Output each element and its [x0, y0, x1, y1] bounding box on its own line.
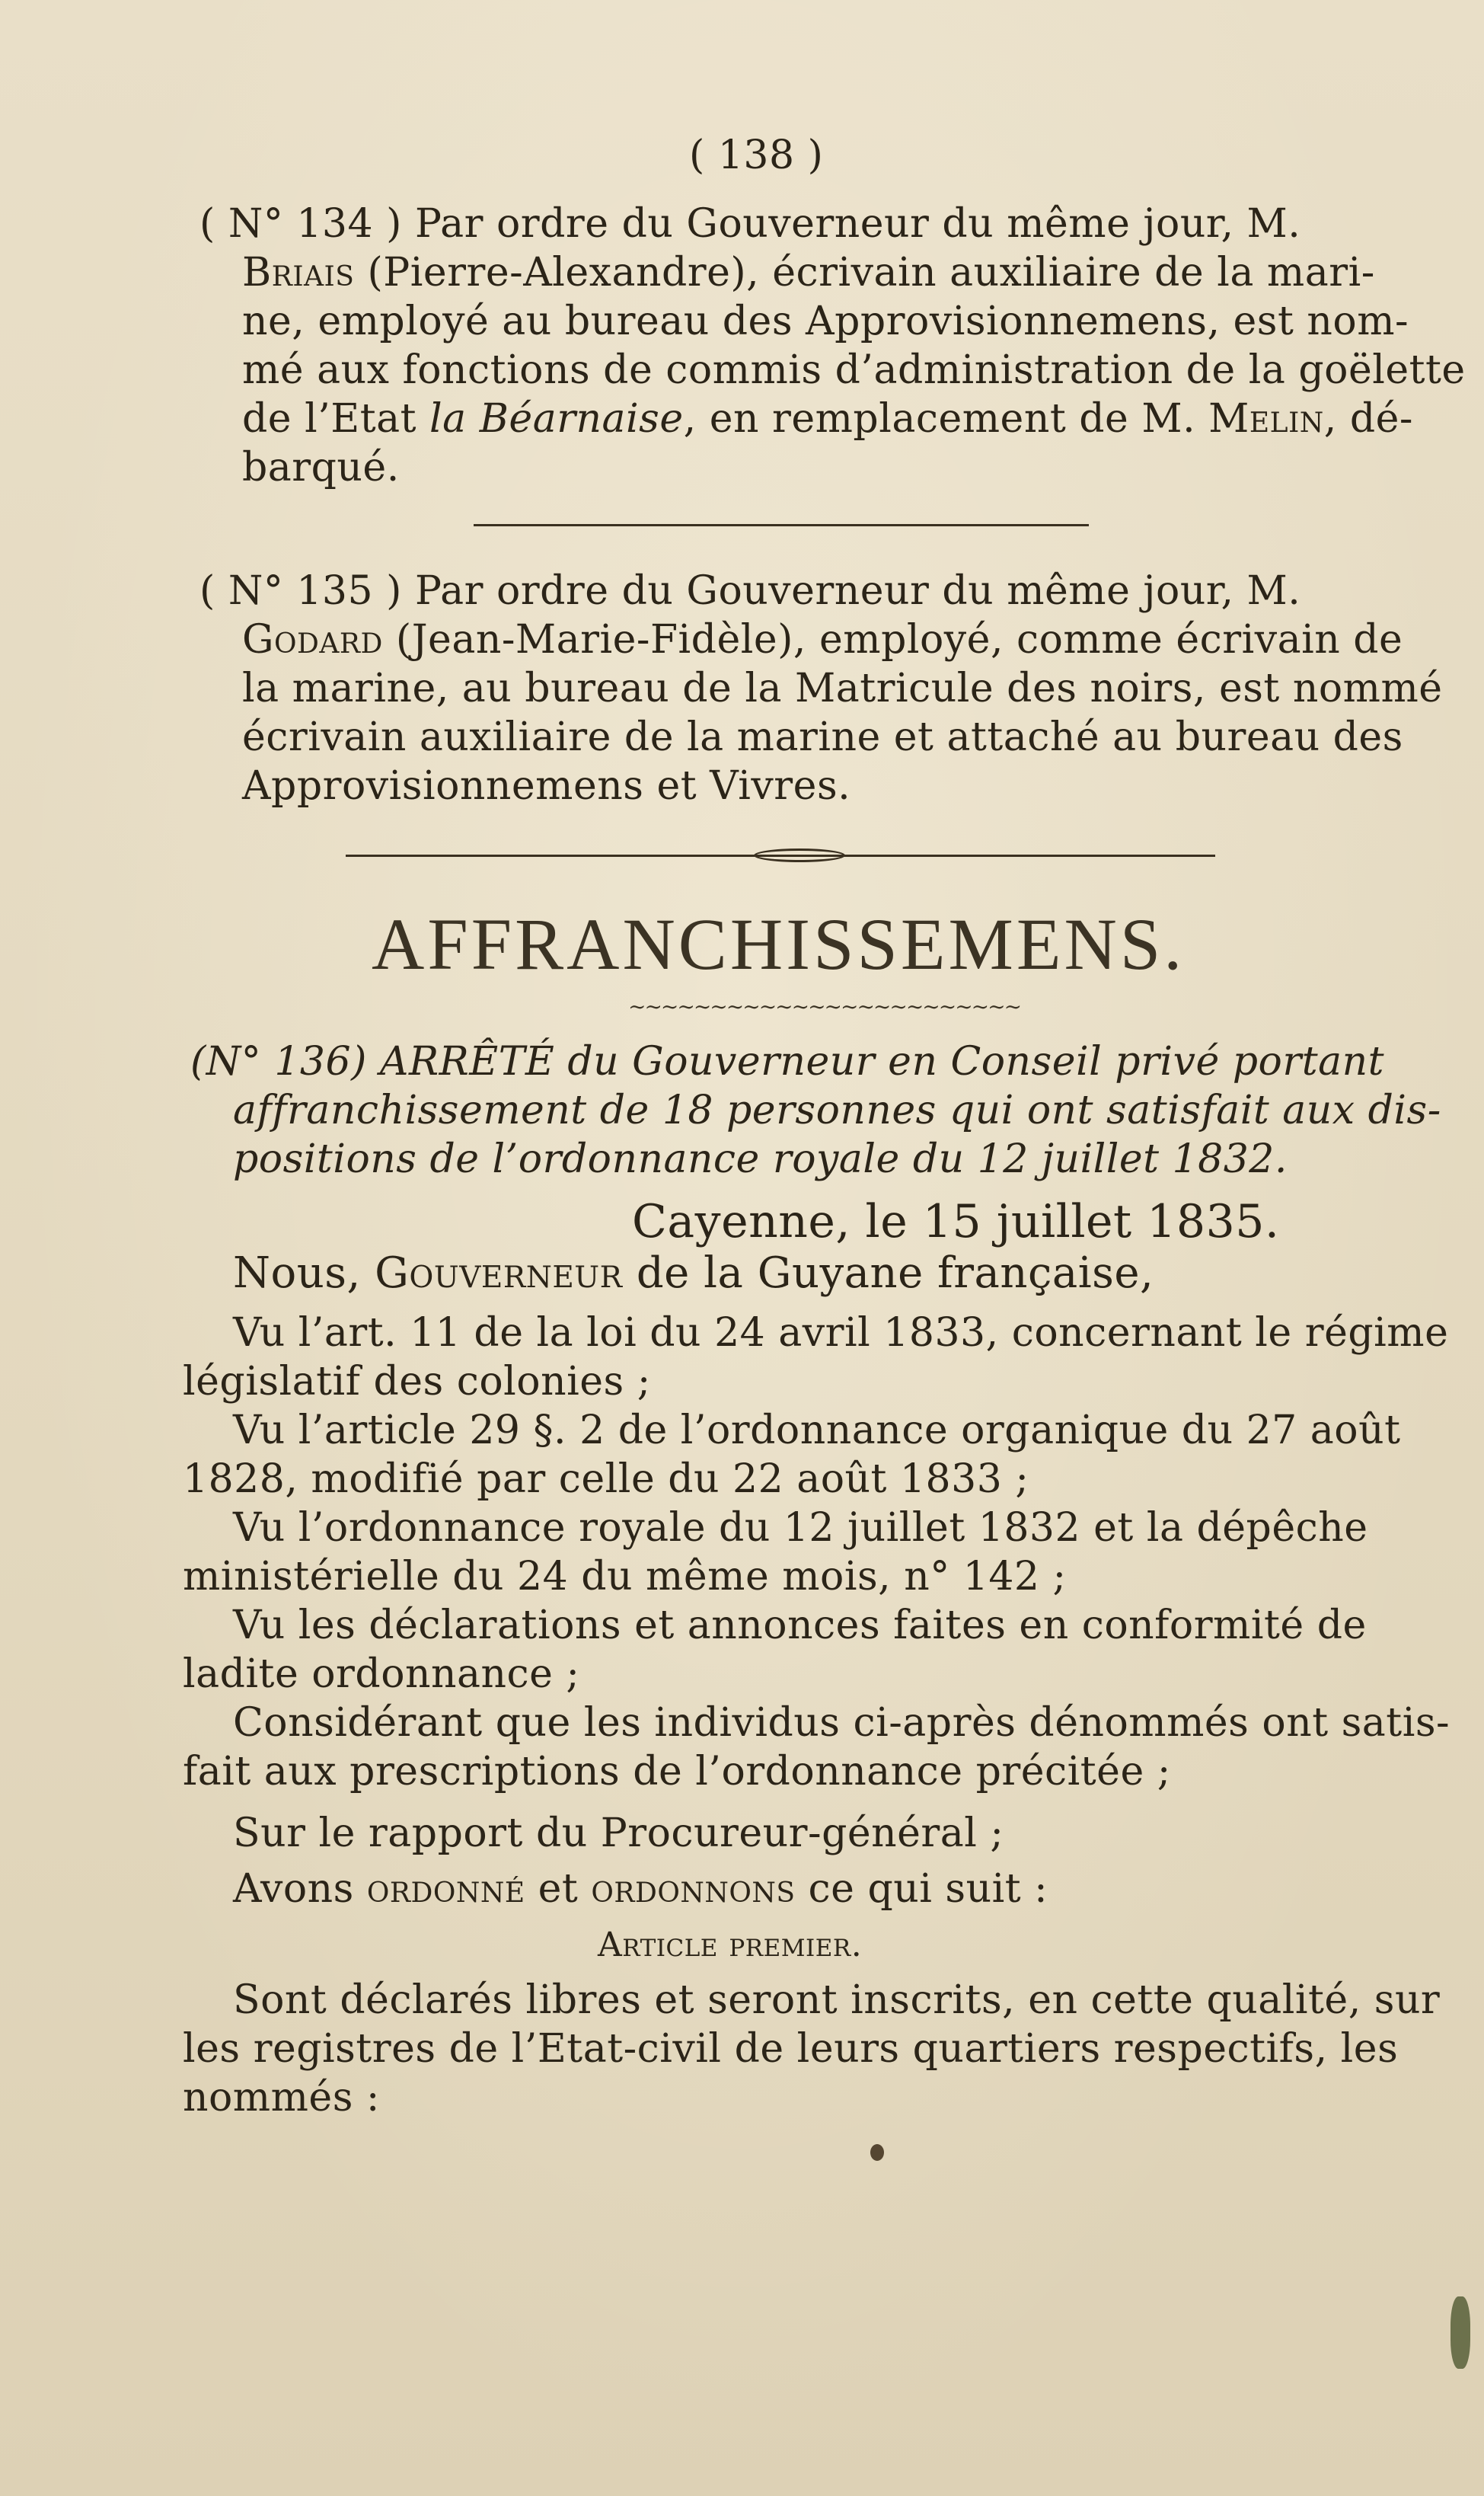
avons-rest: ce qui suit : — [795, 1866, 1048, 1912]
place-date: Cayenne, le 15 juillet 1835. — [632, 1195, 1280, 1248]
article-heading: Article premier. — [598, 1926, 863, 1964]
entry-135-line-3: la marine, au bureau de la Matricule des noirs, est nommé — [242, 666, 1443, 711]
entry-134-line-5-b: , en remplacement de M. — [683, 396, 1209, 442]
body-line-11: Sur le rapport du Procureur-général ; — [233, 1810, 1004, 1856]
final-line-2: les registres de l’Etat-civil de leurs quartiers respectifs, les — [183, 2026, 1399, 2072]
final-line-3: nommés : — [183, 2075, 380, 2120]
body-line-10: fait aux prescriptions de l’ordonnance précitée ; — [183, 1749, 1171, 1794]
avons-word: Avons — [233, 1866, 367, 1912]
ship-name: la Béarnaise — [429, 396, 684, 442]
person-name-melin: Melin — [1208, 396, 1324, 442]
entry-136-header-line-1: (N° 136) ARRÊTÉ du Gouverneur en Conseil privé portant — [190, 1039, 1384, 1085]
avons-line — [233, 1865, 1048, 1913]
avons-et: et — [525, 1866, 592, 1912]
entry-135-line-2-text: (Jean-Marie-Fidèle), employé, comme écrivain de — [382, 617, 1403, 663]
nous-rest: de la Guyane française, — [622, 1248, 1154, 1298]
person-name-godard: Godard — [242, 617, 383, 663]
entry-135-line-2 — [242, 615, 1403, 664]
person-name-briais: Briais — [242, 250, 355, 296]
separator-rule-1 — [474, 524, 1089, 526]
body-line-6: ministérielle du 24 du même mois, n° 142 ; — [183, 1554, 1067, 1600]
entry-134-line-4: mé aux fonctions de commis d’administration de la goëlette — [242, 347, 1466, 393]
entry-134-line-2-text: (Pierre-Alexandre), écrivain auxiliaire de la mari- — [354, 250, 1375, 296]
entry-134-line-2 — [242, 248, 1375, 297]
edge-stain — [1450, 2296, 1470, 2369]
title-ornament: ∼∼∼∼∼∼∼∼∼∼∼∼∼∼∼∼∼∼∼∼∼∼∼∼ — [628, 994, 1021, 1019]
word-ordonne: ordonné — [366, 1866, 525, 1912]
title-gouverneur: Gouverneur — [375, 1248, 623, 1298]
nous-word: Nous, — [233, 1248, 375, 1298]
entry-134-line-1: ( N° 134 ) Par ordre du Gouverneur du même jour, M. — [199, 201, 1301, 247]
entry-134-line-6: barqué. — [242, 445, 400, 491]
entry-134-line-5 — [242, 395, 1413, 443]
entry-134-line-5-c: , dé- — [1323, 396, 1413, 442]
entry-136-header-line-3: positions de l’ordonnance royale du 12 juillet 1832. — [233, 1136, 1288, 1182]
body-line-5: Vu l’ordonnance royale du 12 juillet 1832 et la dépêche — [233, 1505, 1368, 1551]
body-line-9: Considérant que les individus ci-après dénommés ont satis- — [233, 1700, 1450, 1746]
section-title: AFFRANCHISSEMENS. — [372, 903, 1186, 985]
ink-speck — [870, 2144, 884, 2161]
final-line-1: Sont déclarés libres et seront inscrits, en cette qualité, sur — [233, 1977, 1441, 2023]
entry-135-line-4: écrivain auxiliaire de la marine et attaché au bureau des — [242, 714, 1403, 760]
page-number: ( 138 ) — [689, 133, 824, 178]
entry-134-line-5-a: de l’Etat — [242, 396, 430, 442]
body-line-1: Vu l’art. 11 de la loi du 24 avril 1833, concernant le régime — [233, 1310, 1449, 1356]
body-line-7: Vu les déclarations et annonces faites en conformité de — [233, 1603, 1367, 1648]
entry-135-line-5: Approvisionnemens et Vivres. — [242, 763, 851, 809]
body-line-8: ladite ordonnance ; — [183, 1651, 580, 1697]
body-line-4: 1828, modifié par celle du 22 août 1833 ; — [183, 1456, 1029, 1502]
entry-134-line-3: ne, employé au bureau des Approvisionnemens, est nom- — [242, 299, 1409, 344]
word-ordonnons: ordonnons — [591, 1866, 796, 1912]
entry-136-header-line-2: affranchissement de 18 personnes qui ont satisfait aux dis- — [233, 1088, 1441, 1133]
nous-line — [233, 1249, 1154, 1298]
body-line-3: Vu l’article 29 §. 2 de l’ordonnance organique du 27 août — [233, 1408, 1401, 1453]
body-line-2: législatif des colonies ; — [183, 1359, 651, 1405]
entry-135-line-1: ( N° 135 ) Par ordre du Gouverneur du même jour, M. — [199, 568, 1301, 614]
rule-ornament — [754, 849, 845, 862]
